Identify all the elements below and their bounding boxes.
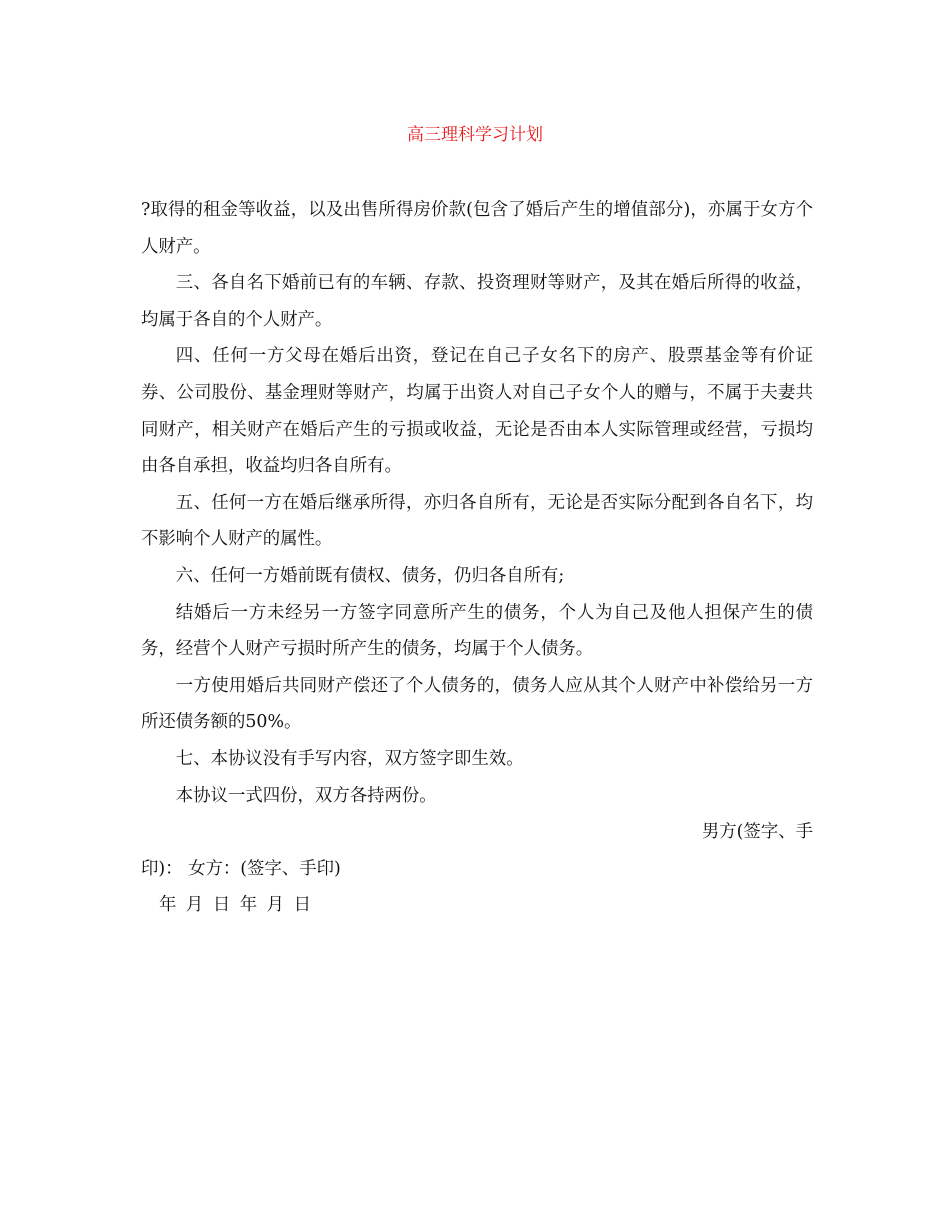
- paragraph-marital-debt: 结婚后一方未经另一方签字同意所产生的债务，个人为自己及他人担保产生的债务，经营个人财产亏损时所产生的债务，均属于个人债务。: [141, 602, 813, 660]
- paragraph-copies: 本协议一式四份，双方各持两份。: [175, 785, 437, 806]
- document-title: 高三理科学习计划: [407, 125, 543, 145]
- paragraph-clause-6: 六、任何一方婚前既有债权、债务，仍归各自所有;: [175, 565, 565, 586]
- signature-line: 印)： 女方：(签字、手印): [141, 858, 341, 879]
- paragraph-clause-7: 七、本协议没有手写内容，双方签字即生效。: [175, 748, 524, 769]
- paragraph-continuation: ?取得的租金等收益，以及出售所得房价款(包含了婚后产生的增值部分)，亦属于女方个人财产。: [141, 200, 813, 257]
- paragraph-clause-5: 五、任何一方在婚后继承所得，亦归各自所有，无论是否实际分配到各自名下，均不影响个人财产的属性。: [141, 492, 813, 550]
- signature-right: 男方(签字、手: [701, 822, 813, 843]
- paragraph-debt-repayment: 一方使用婚后共同财产偿还了个人债务的，债务人应从其个人财产中补偿给另一方所还债务额的50%。: [141, 675, 813, 733]
- document-body: [141, 192, 813, 924]
- paragraph-clause-3: 三、各自名下婚前已有的车辆、存款、投资理财等财产，及其在婚后所得的收益，均属于各自的个人财产。: [141, 273, 813, 330]
- paragraph-clause-4: 四、任何一方父母在婚后出资，登记在自己子女名下的房产、股票基金等有价证券、公司股份、基金理财等财产，均属于出资人对自己子女个人的赠与，不属于夫妻共同财产，相关财产在婚后产生的亏损或收益，无论是否由本人实际管理或经营，亏损均由各自承担，收益均归各自所有。: [141, 346, 813, 477]
- date-line: 年 月 日 年 月 日: [159, 895, 313, 916]
